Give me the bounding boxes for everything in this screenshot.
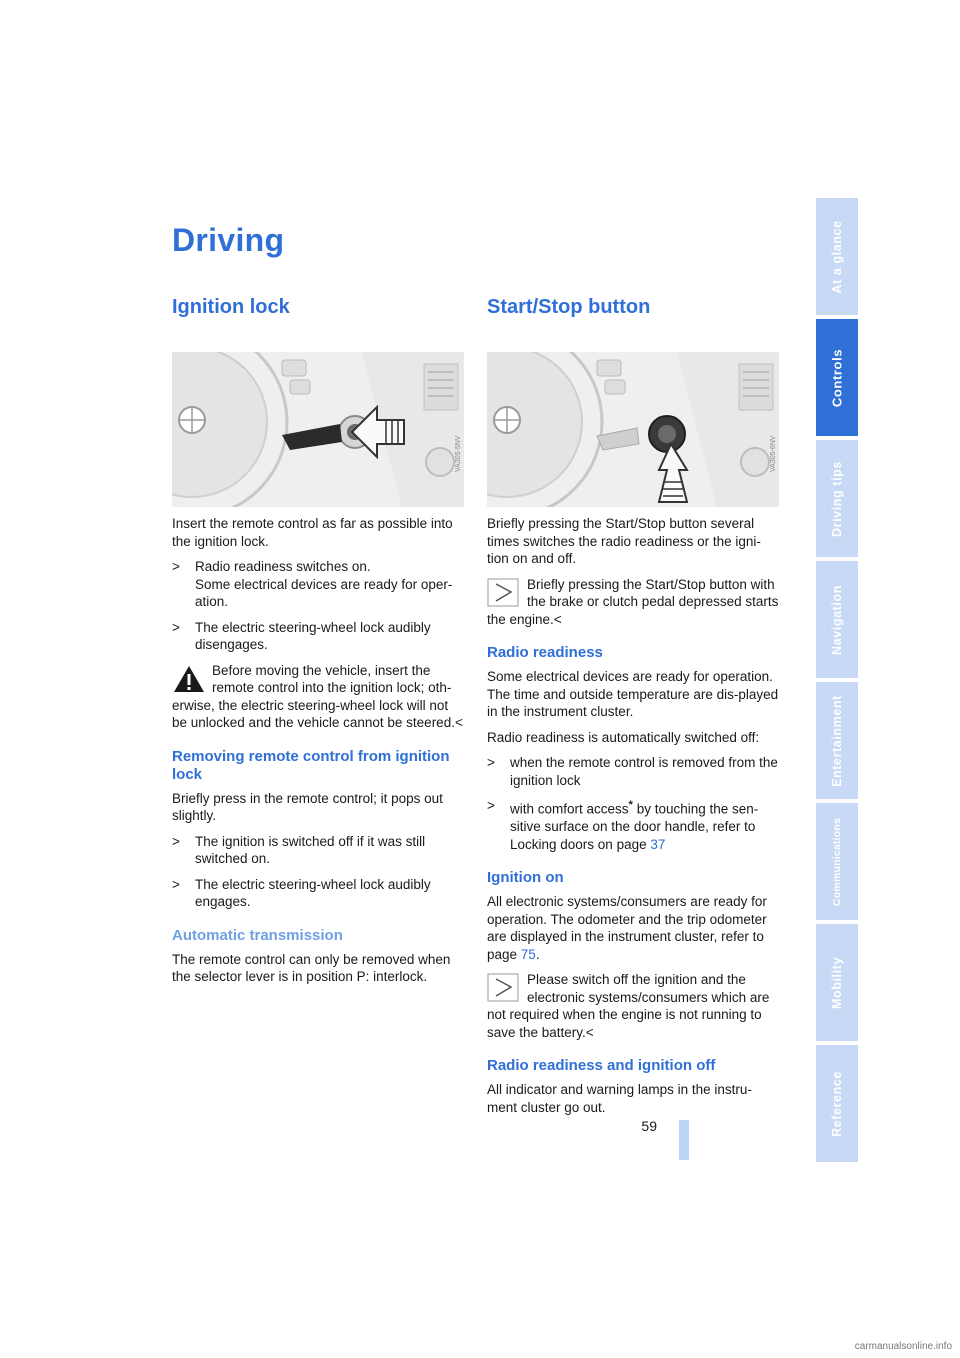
tab-navigation[interactable]: Navigation bbox=[816, 561, 858, 678]
watermark: carmanualsonline.info bbox=[854, 1341, 952, 1352]
radio-readiness-heading: Radio readiness bbox=[487, 644, 603, 661]
tab-reference[interactable]: Reference bbox=[816, 1045, 858, 1162]
ignition-on-text: All electronic systems/consumers are ready for operation. The odometer and the trip odometer are displayed in the instrument cluster, refer to page 75. bbox=[487, 894, 767, 962]
page-number: 59 bbox=[641, 1118, 657, 1134]
list-item: > when the remote control is removed from the ignition lock bbox=[487, 755, 778, 788]
page-link-75[interactable]: 75 bbox=[520, 946, 536, 962]
warning-icon bbox=[172, 664, 206, 694]
chapter-tabs bbox=[816, 198, 858, 1166]
ignition-on-heading: Ignition on bbox=[487, 869, 564, 886]
start-stop-heading: Start/Stop button bbox=[487, 296, 651, 318]
figure-code: VA305-5NV bbox=[455, 435, 462, 472]
optional-star: * bbox=[628, 799, 633, 811]
radio-readiness-ignition-off-heading: Radio readiness and ignition off bbox=[487, 1057, 716, 1074]
figure-code: VA305-6NV bbox=[770, 435, 777, 472]
radio-readiness-ignition-off-text: All indicator and warning lamps in the instru-ment cluster go out. bbox=[487, 1082, 752, 1115]
removing-remote-text: Briefly press in the remote control; it pops out slightly. bbox=[172, 790, 443, 823]
ignition-intro: Insert the remote control as far as possible into the ignition lock. bbox=[172, 516, 453, 549]
list-item: > with comfort access* by touching the sen-sitive surface on the door handle, refer to Locking doors on page 37 bbox=[487, 798, 759, 852]
ignition-lock-heading: Ignition lock bbox=[172, 296, 290, 318]
list-item: > Radio readiness switches on. Some electrical devices are ready for oper-ation. bbox=[172, 559, 453, 609]
radio-readiness-text-2: Radio readiness is automatically switched off: bbox=[487, 729, 760, 745]
page-title: Driving bbox=[172, 222, 285, 258]
tab-driving-tips[interactable]: Driving tips bbox=[816, 440, 858, 557]
info-note: Please switch off the ignition and the electronic systems/consumers which are not required when the engine is not running to save the battery.< bbox=[487, 972, 770, 1040]
info-note: Briefly pressing the Start/Stop button with the brake or clutch pedal depressed starts the engine.< bbox=[487, 576, 779, 627]
radio-readiness-text: Some electrical devices are ready for operation. The time and outside temperature are dis-played in the instrument cluster. bbox=[487, 669, 779, 719]
tab-entertainment[interactable]: Entertainment bbox=[816, 682, 858, 799]
list-item: > The electric steering-wheel lock audibly disengages. bbox=[172, 619, 431, 652]
removing-remote-heading: Removing remote control from ignition lock bbox=[172, 747, 450, 783]
page-link-37[interactable]: 37 bbox=[650, 836, 666, 852]
start-stop-section bbox=[487, 292, 779, 1124]
start-stop-intro: Briefly pressing the Start/Stop button several times switches the radio readiness or the igni-tion on and off. bbox=[487, 516, 761, 566]
note-arrow-icon bbox=[487, 578, 521, 608]
tab-controls[interactable]: Controls bbox=[816, 319, 858, 436]
list-item: > The ignition is switched off if it was still switched on. bbox=[172, 833, 426, 866]
note-arrow-icon bbox=[487, 973, 521, 1003]
tab-mobility[interactable]: Mobility bbox=[816, 924, 858, 1041]
warning-note: Before moving the vehicle, insert the remote control into the ignition lock; oth-erwise, the electric steering-wheel lock will not be unlocked and the vehicle cannot be steered.< bbox=[172, 662, 463, 730]
ignition-lock-figure bbox=[172, 352, 464, 507]
ignition-lock-section bbox=[172, 292, 464, 994]
page-marker-bar bbox=[679, 1120, 689, 1160]
automatic-transmission-text: The remote control can only be removed when the selector lever is in position P: interlock. bbox=[172, 951, 451, 984]
list-item: > The electric steering-wheel lock audibly engages. bbox=[172, 876, 431, 909]
tab-communications[interactable]: Communications bbox=[816, 803, 858, 920]
start-stop-figure bbox=[487, 352, 779, 507]
automatic-transmission-heading: Automatic transmission bbox=[172, 926, 343, 944]
tab-at-a-glance[interactable]: At a glance bbox=[816, 198, 858, 315]
